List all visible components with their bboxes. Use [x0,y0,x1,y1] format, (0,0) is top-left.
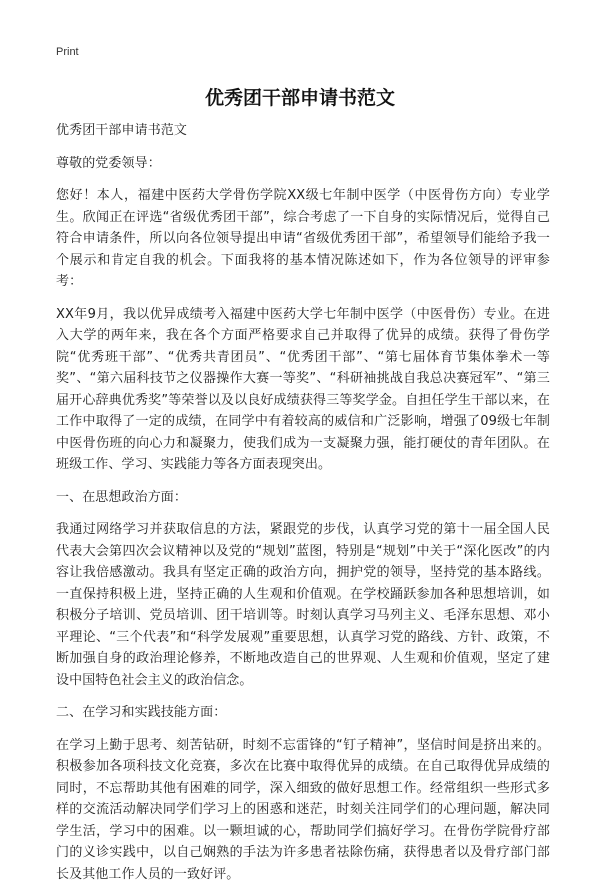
document-title: 优秀团干部申请书范文 [204,87,395,109]
paragraph-intro: 您好！本人，福建中医药大学骨伤学院XX级七年制中医学（中医骨伤方向）专业学生。欣闻正在评选“省级优秀团干部”，综合考虑了一下自身的实际情况后，觉得自己符合申请条件，所以向各位领导提出申请“省级优秀团干部”，希望领导们能给予我一个展示和肯定自我的机会。下面我将的基本情况陈述如下，作为各位领导的评审参考： [56,188,550,289]
document-body [56,120,550,896]
section-heading-study: 二、在学习和实践技能方面： [56,705,227,720]
salutation: 尊敬的党委领导： [56,155,161,171]
print-link[interactable]: Print [56,46,79,58]
section-heading-politics: 一、在思想政治方面： [56,489,188,505]
paragraph-achievements: XX年9月，我以优异成绩考入福建中医药大学七年制中医学（中医骨伤）专业。在进入大学的两年来，我在各个方面严格要求自己并取得了优异的成绩。获得了骨伤学院“优秀班干部”、“优秀共青团员”、“优秀团干部”、“第七届体育节集体拳术一等奖”、“第六届科技节之仪器操作大赛一等奖”、“科研袖挑战自我总决赛冠军”、“第三届开心辞典优秀奖”等荣誉以及以良好成绩获得三等奖学金。自担任学生干部以来，在工作中取得了一定的成绩，在同学中有着较高的威信和广泛影响，增强了09级七年制中医骨伤班的向心力和凝聚力，使我们成为一支凝聚力强，能打硬仗的青年团队。在班级工作、学习、实践能力等各方面表现突出。 [56,306,550,472]
paragraph-politics: 我通过网络学习并获取信息的方法，紧跟党的步伐，认真学习党的第十一届全国人民代表大会第四次会议精神以及党的“规划”蓝图，特别是“规划”中关于“深化医改”的内容让我倍感激动。我具有坚定正确的政治方向，拥护党的领导，坚持党的基本路线。一直保持积极上进，坚持正确的人生观和价值观。在学校踊跃参加各种思想培训，如积极分子培训、党员培训、团干培训等。时刻认真学习马列主义、毛泽东思想、邓小平理论、“三个代表”和“科学发展观”重要思想，认真学习党的路线、方针、政策，不断加强自身的政治理论修养，不断地改造自己的世界观、人生观和价值观，坚定了建设中国特色社会主义的政治信念。 [56,522,550,688]
subtitle: 优秀团干部申请书范文 [56,123,188,138]
paragraph-study: 在学习上勤于思考、刻苦钻研，时刻不忘雷锋的“钉子精神”，坚信时间是挤出来的。积极参加各项科技文化竞赛，多次在比赛中取得优异的成绩。在自己取得优异成绩的同时，不忘帮助其他有困难的同学，深入细致的做好思想工作。经常组织一些形式多样的交流活动解决同学们学习上的困惑和迷茫，时刻关注同学们的心理问题，解决同学生活，学习中的困难。以一颗坦诚的心，帮助同学们搞好学习。在骨伤学院骨疗部门的义诊实践中，以自己娴熟的手法为许多患者祛除伤痛，获得患者以及骨疗部门部长及其他工作人员的一致好评。 [56,737,550,882]
